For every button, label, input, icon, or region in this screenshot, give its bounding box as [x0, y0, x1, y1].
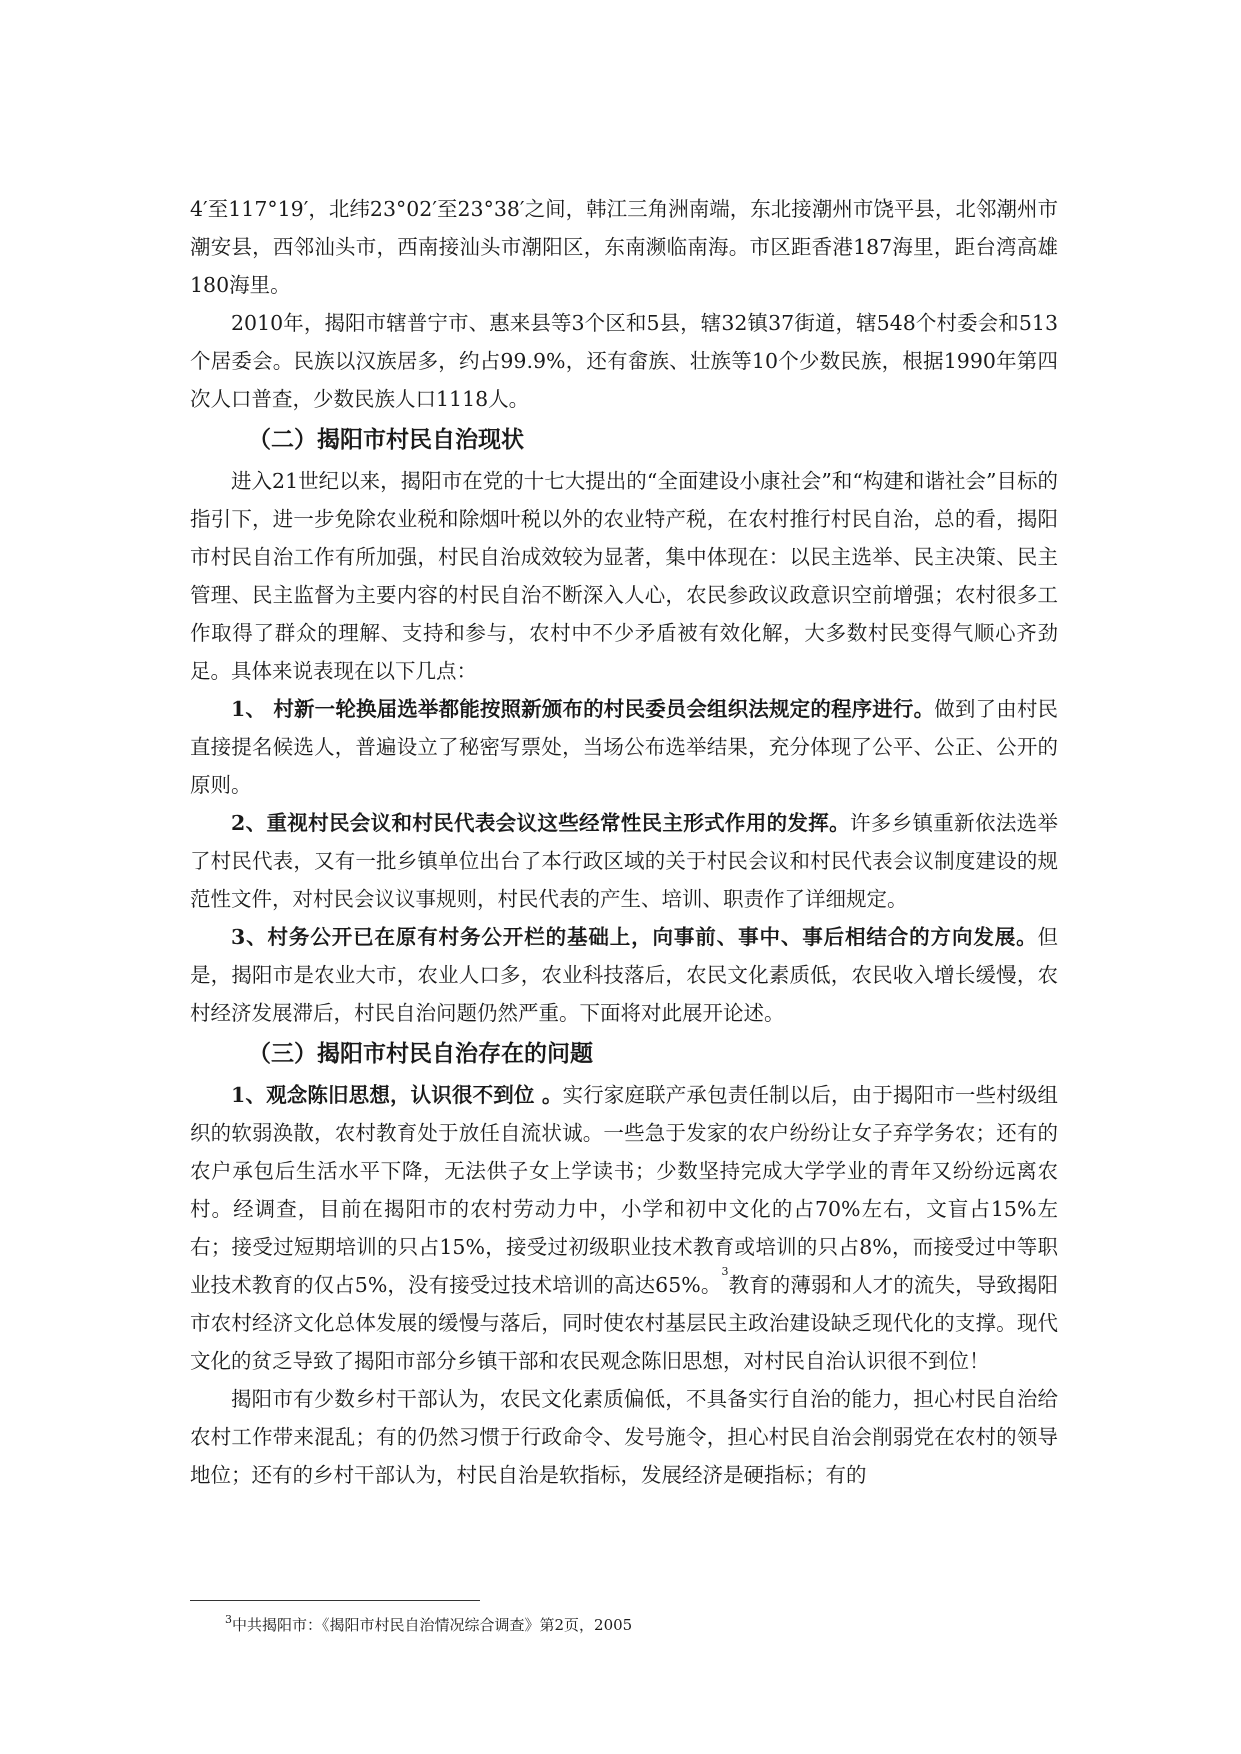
footnote-text: 中共揭阳市：《揭阳市村民自治情况综合调查》第2页，2005 — [232, 1616, 633, 1634]
list-item-text: 做到了由村民直接提名候选人，普遍设立了秘密写票处，当场公布选举结果，充分体现了公平、公正、公开的原则。 — [190, 697, 1058, 797]
list-item-lead: 1、观念陈旧思想，认识很不到位 。 — [231, 1083, 563, 1107]
list-item-meetings — [190, 804, 1058, 918]
section-heading-2: （二）揭阳市村民自治现状 — [248, 427, 524, 453]
paragraph-location: 4′至117°19′，北纬23°02′至23°38′之间，韩江三角洲南端，东北接潮州市饶平县，北邻潮州市潮安县，西邻汕头市，西南接汕头市潮阳区，东南濒临南海。市区距香港187海里，距台湾高雄180海里。 — [190, 197, 1058, 297]
list-item-lead: 1、 村新一轮换届选举都能按照新颁布的村民委员会组织法规定的程序进行。 — [231, 697, 935, 721]
body-text — [190, 190, 1058, 1494]
list-item-awareness — [190, 1076, 1058, 1380]
footnote-reference: 3 — [721, 1265, 729, 1278]
footnote-divider — [190, 1600, 480, 1601]
list-item-text-continued: 教育的薄弱和人才的流失，导致揭阳市农村经济文化总体发展的缓慢与落后，同时使农村基层民主政治建设缺乏现代化的支撑。现代文化的贫乏导致了揭阳市部分乡镇干部和农民观念陈旧思想，对村民自治认识很不到位！ — [190, 1273, 1058, 1373]
list-item-lead: 2、重视村民会议和村民代表会议这些经常性民主形式作用的发挥。 — [231, 811, 850, 835]
paragraph-status: 进入21世纪以来，揭阳市在党的十七大提出的“全面建设小康社会”和“构建和谐社会”目标的指引下，进一步免除农业税和除烟叶税以外的农业特产税，在农村推行村民自治，总的看，揭阳市村民自治工作有所加强，村民自治成效较为显著，集中体现在：以民主选举、民主决策、民主管理、民主监督为主要内容的村民自治不断深入人心，农民参政议政意识空前增强；农村很多工作取得了群众的理解、支持和参与，农村中不少矛盾被有效化解，大多数村民变得气顺心齐劲足。具体来说表现在以下几点： — [190, 469, 1058, 683]
list-item-text: 实行家庭联产承包责任制以后，由于揭阳市一些村级组织的软弱涣散，农村教育处于放任自流状诚。一些急于发家的农户纷纷让女子弃学务农；还有的农户承包后生活水平下降，无法供子女上学读书；少数坚持完成大学学业的青年又纷纷远离农村。经调查，目前在揭阳市的农村劳动力中，小学和初中文化的占70%左右，文盲占15%左右；接受过短期培训的只占15%，接受过初级职业技术教育或培训的只占8%，而接受过中等职业技术教育的仅占5%，没有接受过技术培训的高达65%。 — [190, 1083, 1059, 1297]
list-item-text: 许多乡镇重新依法选举了村民代表，又有一批乡镇单位出台了本行政区域的关于村民会议和村民代表会议制度建设的规范性文件，对村民会议议事规则，村民代表的产生、培训、职责作了详细规定。 — [190, 811, 1059, 911]
list-item-election — [190, 690, 1058, 804]
footnote — [225, 1614, 1045, 1636]
paragraph-administration: 2010年，揭阳市辖普宁市、惠来县等3个区和5县，辖32镇37街道，辖548个村委会和513个居委会。民族以汉族居多，约占99.9%，还有畲族、壮族等10个少数民族，根据1990年第四次人口普查，少数民族人口1118人。 — [190, 311, 1058, 411]
paragraph-cadres: 揭阳市有少数乡村干部认为，农民文化素质偏低，不具备实行自治的能力，担心村民自治给农村工作带来混乱；有的仍然习惯于行政命令、发号施令，担心村民自治会削弱党在农村的领导地位；还有的乡村干部认为，村民自治是软指标，发展经济是硬指标；有的 — [190, 1387, 1058, 1487]
section-heading-3: （三）揭阳市村民自治存在的问题 — [248, 1041, 593, 1067]
list-item-lead: 3、村务公开已在原有村务公开栏的基础上，向事前、事中、事后相结合的方向发展。 — [231, 925, 1038, 949]
list-item-text: 但是，揭阳市是农业大市，农业人口多，农业科技落后，农民文化素质低，农民收入增长缓慢，农村经济发展滞后，村民自治问题仍然严重。下面将对此展开论述。 — [190, 925, 1058, 1025]
footnote-marker: 3 — [225, 1613, 232, 1626]
list-item-transparency — [190, 918, 1058, 1032]
